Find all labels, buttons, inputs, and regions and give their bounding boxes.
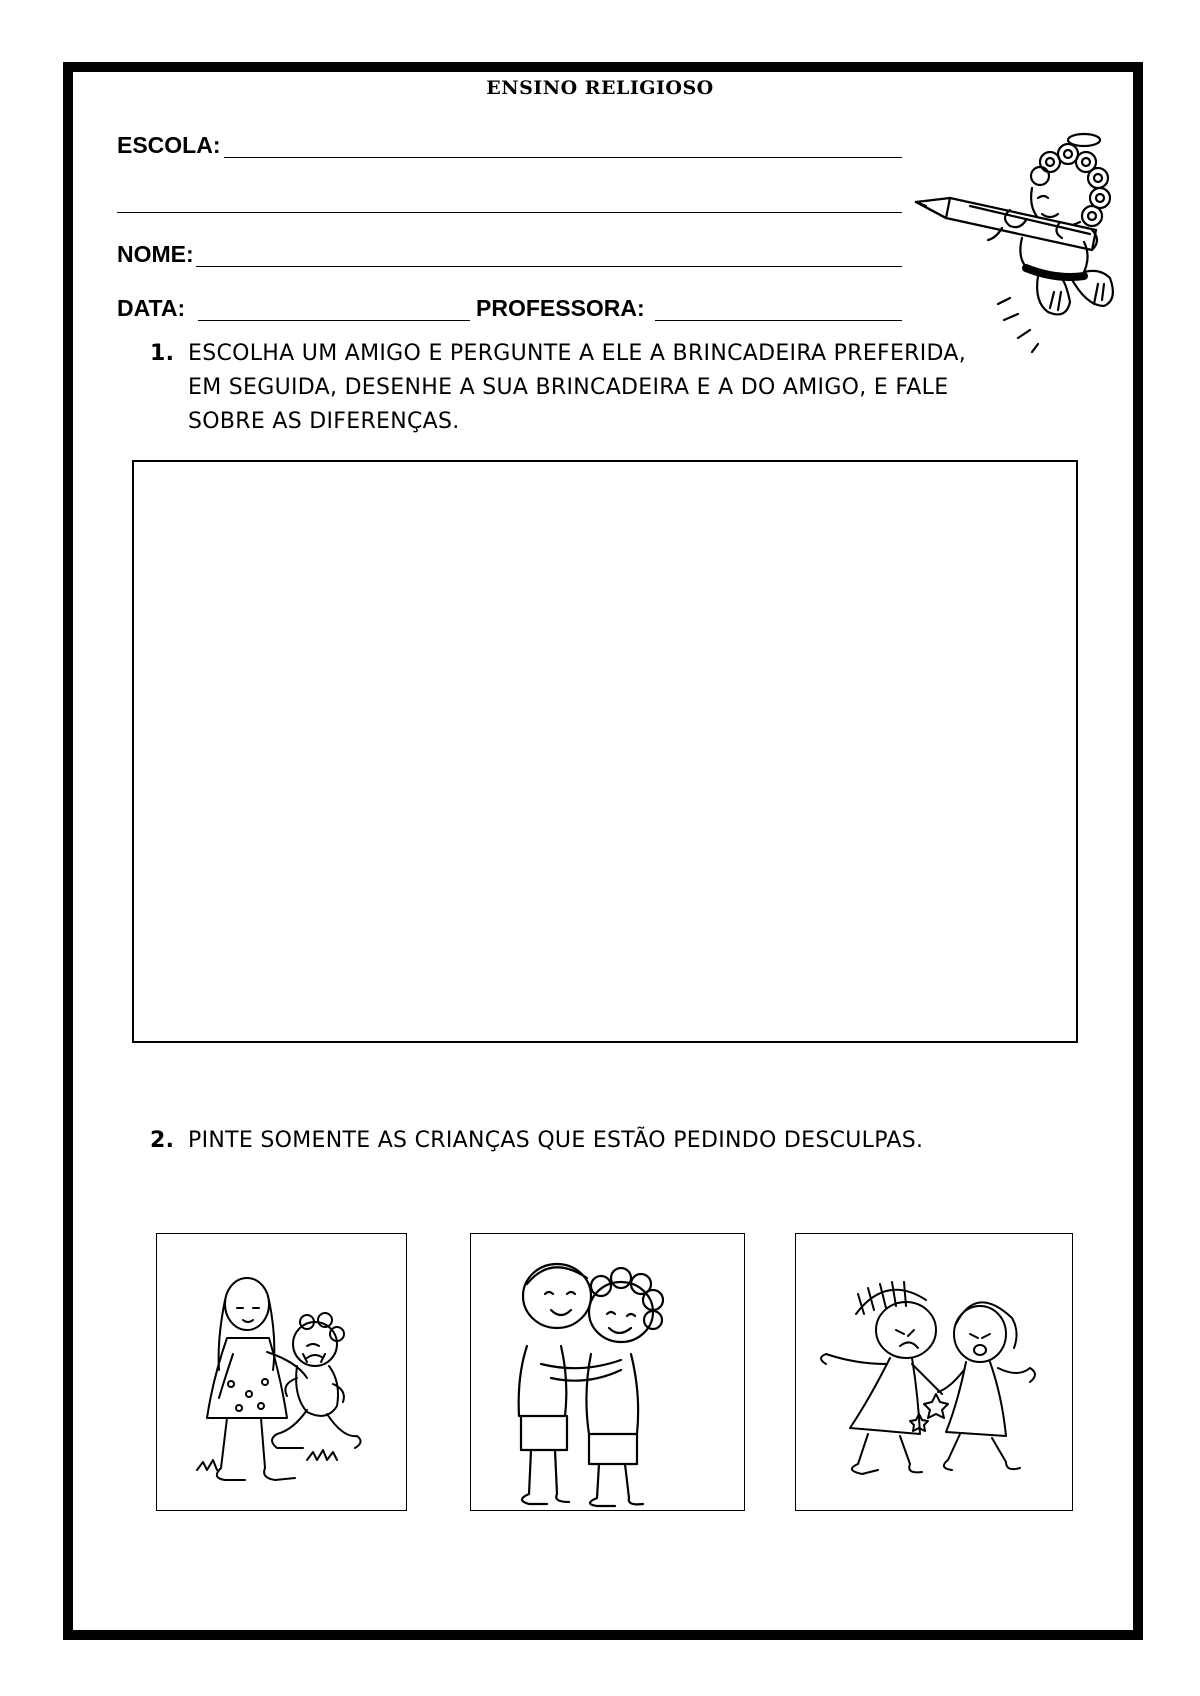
- angel-pencil-mascot-icon: [910, 118, 1125, 358]
- question-1-number: 1.: [150, 341, 175, 366]
- data-line[interactable]: [198, 320, 470, 321]
- girl-helping-crying-girl-icon: [157, 1234, 406, 1510]
- drawing-area[interactable]: [132, 460, 1078, 1043]
- nome-label: NOME:: [117, 241, 194, 267]
- professora-line[interactable]: [655, 320, 902, 321]
- page-title: ENSINO RELIGIOSO: [486, 77, 714, 99]
- nome-line[interactable]: [196, 266, 902, 267]
- data-label: DATA:: [117, 295, 186, 321]
- two-boys-hugging-icon: [471, 1234, 744, 1510]
- picture-box-3[interactable]: [795, 1233, 1073, 1511]
- question-2-text: PINTE SOMENTE AS CRIANÇAS QUE ESTÃO PEDINDO DESCULPAS.: [188, 1128, 924, 1153]
- question-2: [150, 1124, 1050, 1164]
- picture-box-2[interactable]: [470, 1233, 745, 1511]
- picture-box-1[interactable]: [156, 1233, 407, 1511]
- question-1-text: ESCOLHA UM AMIGO E PERGUNTE A ELE A BRINCADEIRA PREFERIDA, EM SEGUIDA, DESENHE A SUA BRINCADEIRA E A DO AMIGO, E FALE SOBRE AS DIFERENÇAS.: [188, 341, 967, 434]
- escola-line-2[interactable]: [117, 212, 902, 213]
- two-girls-fighting-icon: [796, 1234, 1072, 1510]
- escola-line[interactable]: [224, 157, 902, 158]
- question-1: [150, 337, 1050, 447]
- question-2-number: 2.: [150, 1128, 175, 1153]
- professora-label: PROFESSORA:: [476, 295, 645, 321]
- escola-label: ESCOLA:: [117, 132, 221, 158]
